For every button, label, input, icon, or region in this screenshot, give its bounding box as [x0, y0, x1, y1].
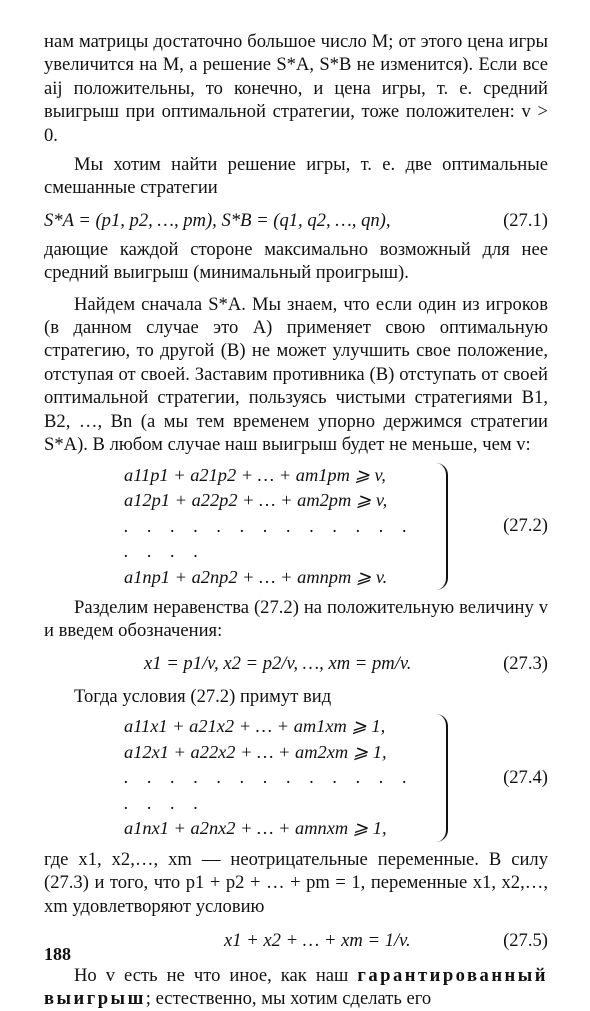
- paragraph-4: Найдем сначала S*A. Мы знаем, что если один из игроков (в данном случае это A) применяет свою оптимальную стратегию, то другой (B) не может улучшить свое положение, отступая от своей. Заставим противника (B) отступать от своей оптимальной стратегии, пользуясь чистыми стратегиями B1, B2, …, Bn (а мы тем временем упорно держимся стратегии S*A). В любом случае наш выигрыш будет не меньше, чем v:: [44, 293, 548, 456]
- system-27-4-number: (27.4): [503, 766, 548, 788]
- equation-27-5-number: (27.5): [503, 929, 548, 951]
- system-27-2-number: (27.2): [503, 515, 548, 537]
- system-27-4-line: a11x1 + a21x2 + … + am1xm ⩾ 1,: [124, 716, 386, 737]
- system-27-4-line: . . . . . . . . . . . . . . . . .: [124, 767, 414, 813]
- book-page: [44, 30, 548, 1011]
- equation-27-3-body: x1 = p1/v, x2 = p2/v, …, xm = pm/v.: [144, 652, 412, 674]
- paragraph-2: Мы хотим найти решение игры, т. е. две оптимальные смешанные стратегии: [44, 154, 548, 199]
- equation-27-1-body: S*A = (p1, p2, …, pm), S*B = (q1, q2, …, qn),: [44, 209, 391, 231]
- system-27-2-line: a11p1 + a21p2 + … + am1pm ⩾ v,: [124, 464, 386, 485]
- right-brace: [430, 714, 448, 842]
- equation-27-1-number: (27.1): [503, 209, 548, 231]
- equation-27-1: [44, 210, 548, 232]
- paragraph-6: Тогда условия (27.2) примут вид: [74, 685, 332, 707]
- paragraph-8-end: ; естественно, мы хотим сделать его: [145, 988, 432, 1010]
- system-27-4-lines: [44, 714, 430, 842]
- system-27-2-line: a12p1 + a22p2 + … + am2pm ⩾ v,: [124, 490, 388, 510]
- paragraph-8-start: Но v есть не что иное, как наш: [74, 964, 349, 986]
- equation-27-5: [44, 930, 548, 952]
- equation-27-3-number: (27.3): [503, 652, 548, 674]
- paragraph-3: дающие каждой стороне максимально возможный для нее средний выигрыш (минимальный проигрыш).: [44, 238, 548, 284]
- paragraph-8: [44, 964, 548, 1011]
- system-27-4-line: a1nx1 + a2nx2 + … + amnxm ⩾ 1,: [124, 818, 387, 839]
- system-27-2-lines: [44, 463, 430, 591]
- paragraph-5: Разделим неравенства (27.2) на положительную величину v и введем обозначения:: [44, 597, 548, 642]
- equation-27-3: [44, 653, 548, 675]
- system-27-2-line: . . . . . . . . . . . . . . . . .: [124, 515, 414, 561]
- system-27-4: [44, 714, 548, 842]
- paragraph-7: где x1, x2,…, xm — неотрицательные переменные. В силу (27.3) и того, что p1 + p2 + … + pm = 1, переменные x1, x2,…, xm удовлетворяют условию: [44, 848, 548, 917]
- system-27-2: [44, 463, 548, 591]
- paragraph-1: нам матрицы достаточно большое число M; от этого цена игры увеличится на M, а решение S*A, S*B не изменится). Если все aij положительны, то конечно, и цена игры, т. е. средний выигрыш при оптимальной стратегии, тоже положителен: v > 0.: [44, 31, 548, 146]
- system-27-4-line: a12x1 + a22x2 + … + am2xm ⩾ 1,: [124, 741, 387, 762]
- system-27-2-line: a1np1 + a2np2 + … + amnpm ⩾ v.: [124, 566, 388, 587]
- spaced-emphasis: гарантированный выигрыш: [44, 964, 548, 1010]
- page-number: 188: [44, 944, 71, 964]
- right-brace: [430, 463, 448, 591]
- equation-27-5-body: x1 + x2 + … + xm = 1/v.: [224, 929, 411, 951]
